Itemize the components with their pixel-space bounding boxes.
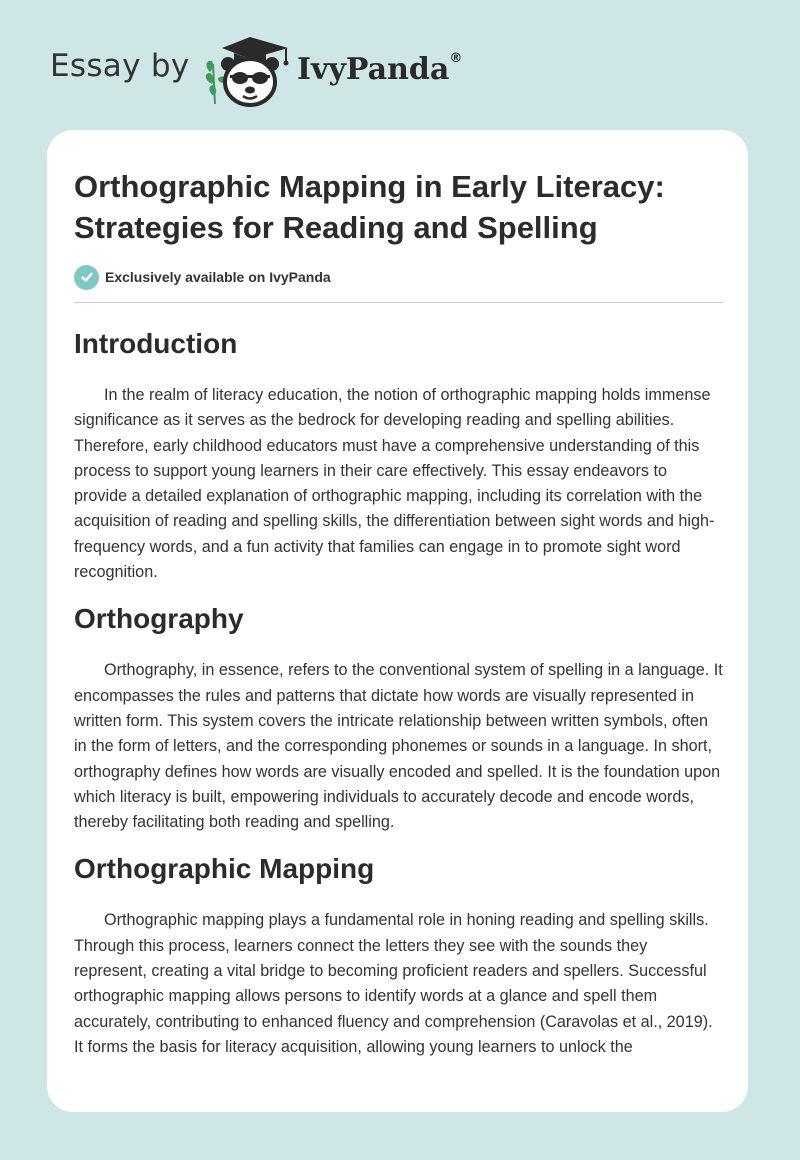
section-paragraph-introduction: In the realm of literacy education, the notion of orthographic mapping holds immense significance as it serves as the bedrock for developing reading and spelling abilities. Therefore, early childhood educators must have a comprehensive understanding of this process to support young learners in their care effectively. This essay endeavors to provide a detailed explanation of orthographic mapping, including its correlation with the acquisition of reading and spelling skills, the differentiation between sight words and high-frequency words, and a fun activity that families can engage in to promote sight word recognition. — [74, 386, 715, 582]
exclusive-badge — [74, 263, 331, 291]
divider — [74, 302, 723, 303]
site-header — [0, 0, 800, 130]
registered-mark: ® — [449, 51, 463, 66]
section-paragraph-orthographic-mapping: Orthographic mapping plays a fundamental role in honing reading and spelling skills. Through this process, learners connect the letters they see with the sounds they represent, creating a vital bridge to becoming proficient readers and spellers. Successful orthographic mapping allows persons to identify words at a glance and spell them accurately, contributing to enhanced fluency and comprehension (Caravolas et al., 2019). It forms the basis for literacy acquisition, allowing young learners to unlock the — [74, 911, 713, 1056]
page-title: Orthographic Mapping in Early Literacy: Strategies for Reading and Spelling — [74, 169, 665, 245]
brand-name[interactable]: IvyPanda® — [297, 51, 463, 87]
section-paragraph-orthography: Orthography, in essence, refers to the conventional system of spelling in a language. It encompasses the rules and patterns that dictate how words are visually represented in written form. This system covers the intricate relationship between written symbols, often in the form of letters, and the corresponding phonemes or sounds in a language. In short, orthography defines how words are visually encoded and spelled. It is the foundation upon which literacy is built, empowering individuals to accurately decode and encode words, thereby facilitating both reading and spelling. — [74, 661, 723, 832]
exclusive-label: Exclusively available on IvyPanda — [105, 269, 331, 285]
panda-logo-icon[interactable] — [200, 34, 292, 110]
section-heading-orthography: Orthography — [74, 603, 244, 635]
article-card — [47, 130, 748, 1112]
section-heading-orthographic-mapping: Orthographic Mapping — [74, 853, 375, 885]
essay-by-label: Essay by — [50, 48, 190, 84]
article-body — [74, 325, 724, 1060]
check-circle-icon — [74, 265, 99, 290]
section-heading-introduction: Introduction — [74, 328, 238, 359]
